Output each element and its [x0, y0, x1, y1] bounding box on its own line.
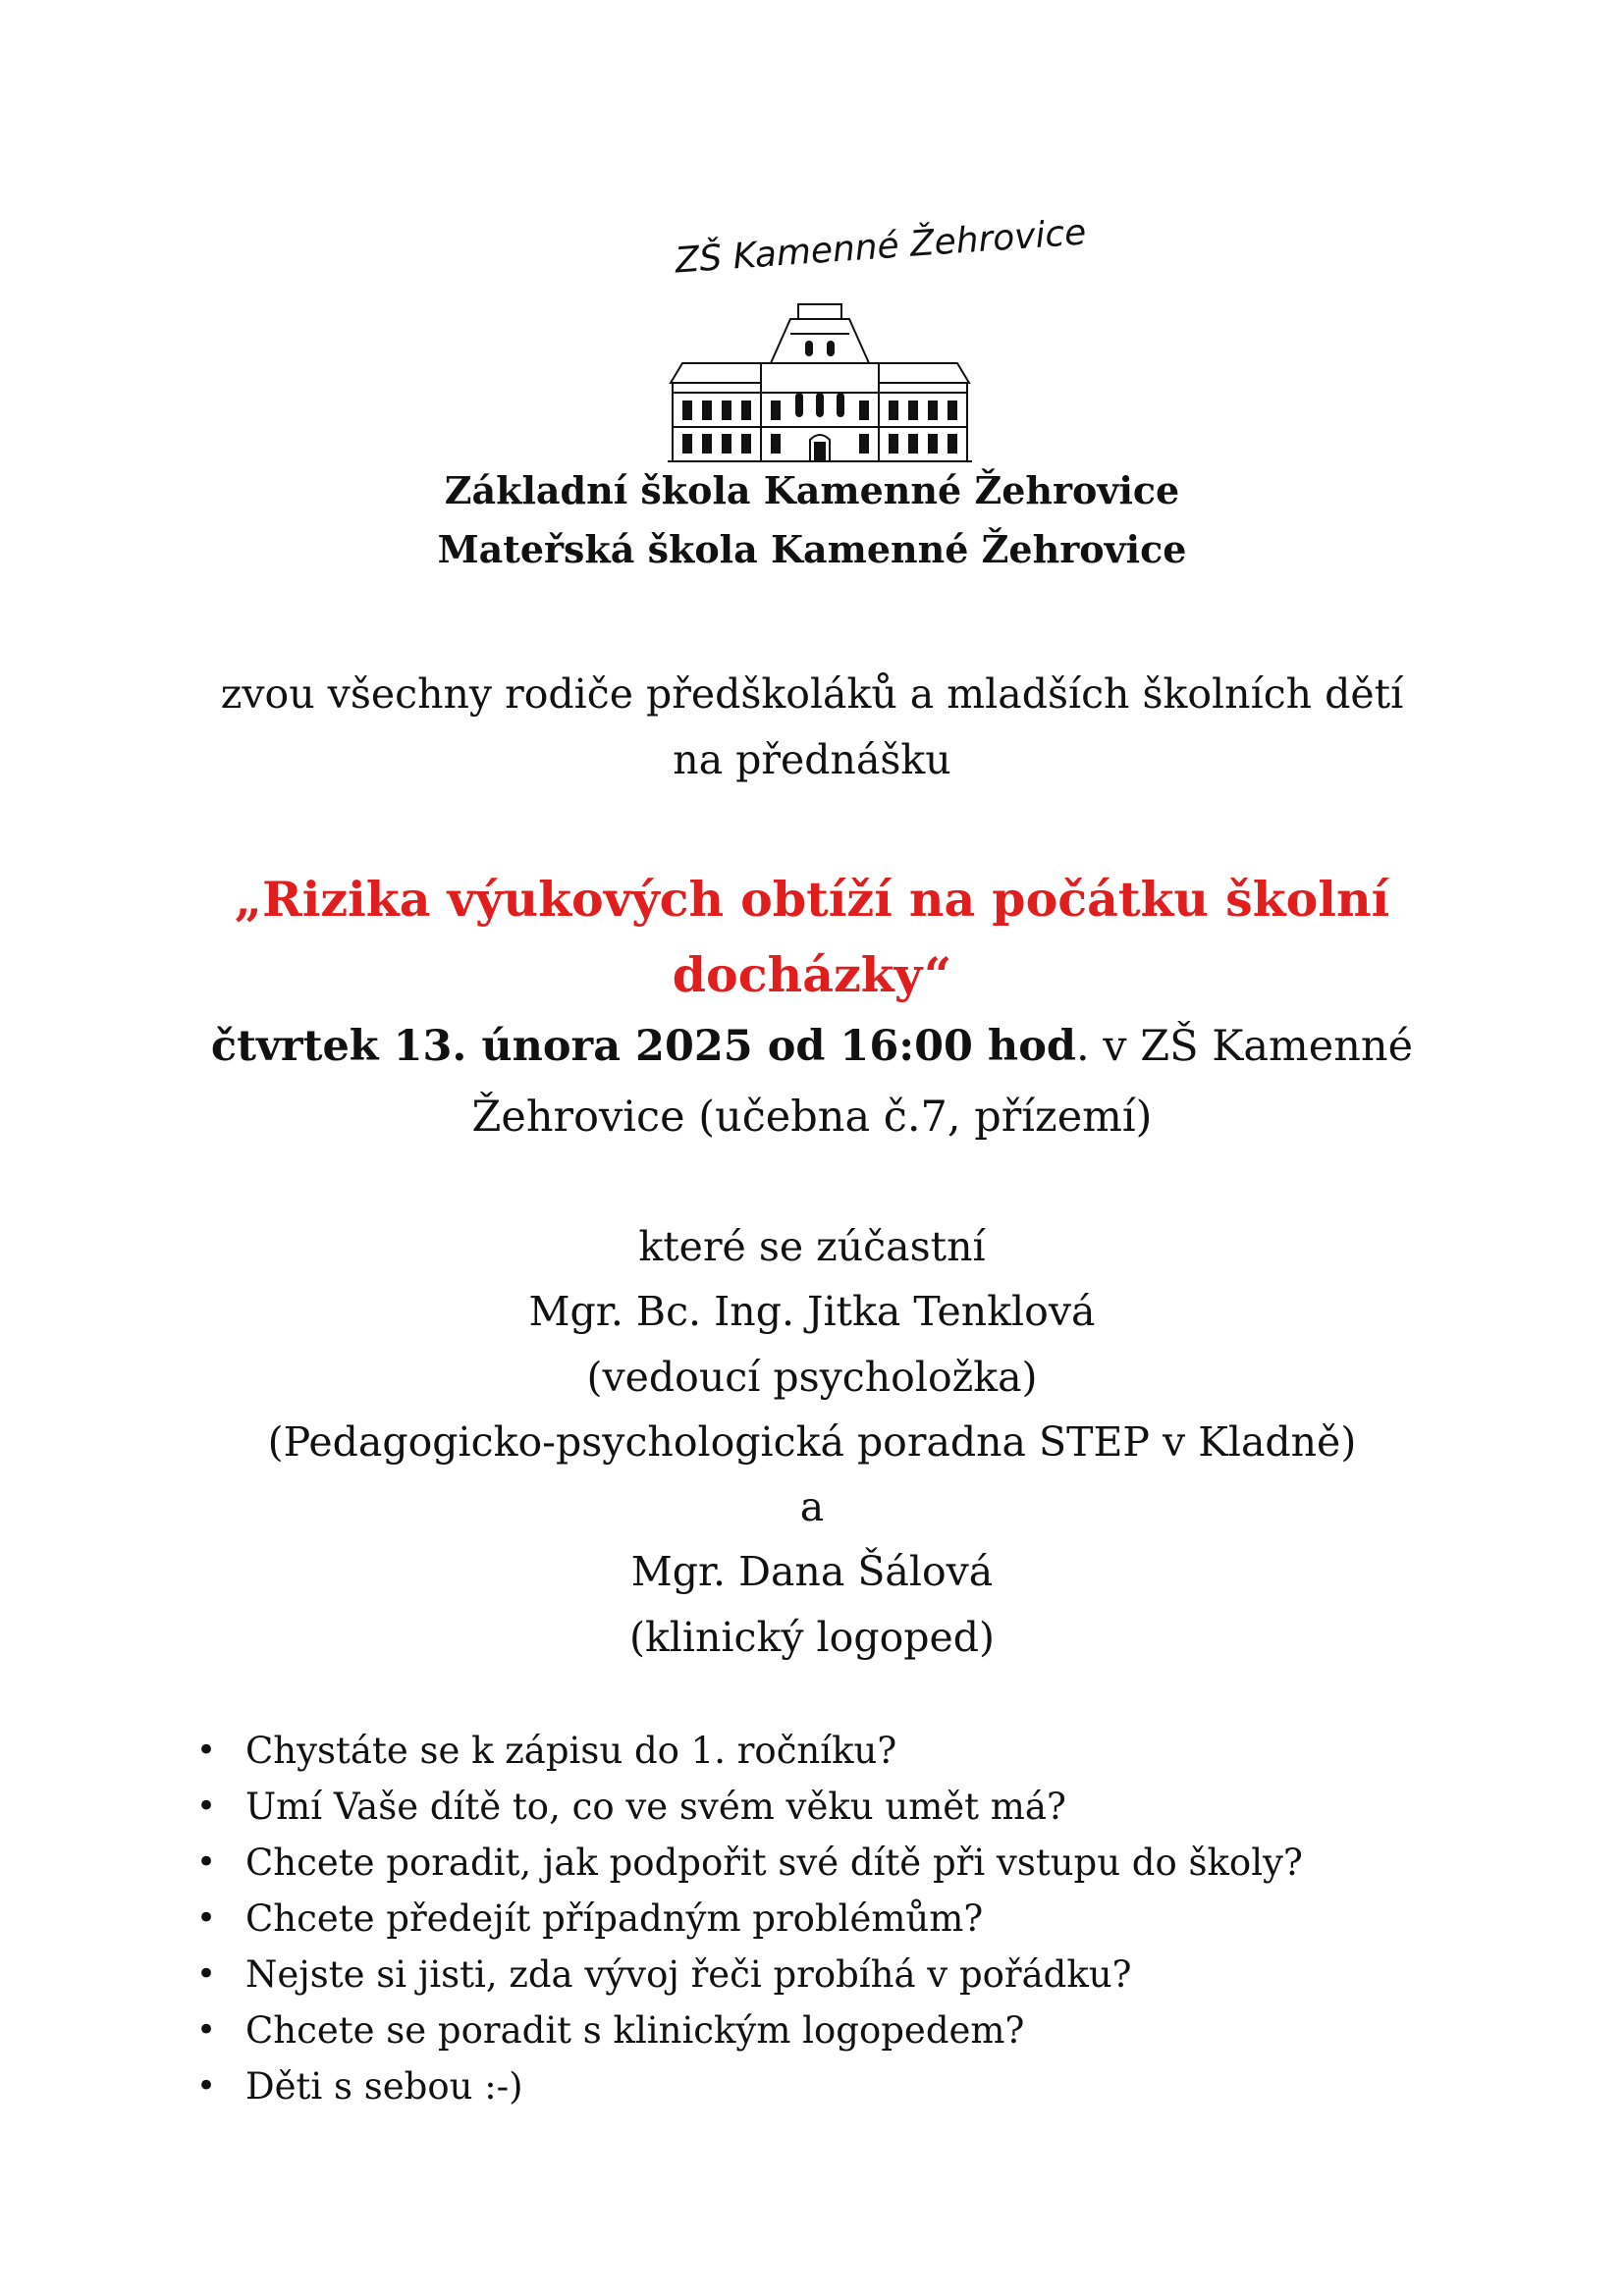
event-place-start: . v ZŠ Kamenné — [1075, 1022, 1414, 1071]
school-building-icon — [663, 294, 977, 471]
lecture-title-line-2: docházky“ — [672, 946, 952, 1003]
logo-caption — [663, 201, 1088, 290]
list-item: • Nejste si jisti, zda vývoj řeči probíhá v pořádku? — [196, 1947, 1303, 2002]
logo-caption-art — [663, 201, 1088, 290]
speakers-conjunction: a — [799, 1483, 825, 1530]
list-item: • Děti s sebou :-) — [196, 2058, 1303, 2114]
event-date: čtvrtek 13. února 2025 od 16:00 hod — [210, 1022, 1076, 1071]
list-item: • Chystáte se k zápisu do 1. ročníku? — [196, 1723, 1303, 1779]
speaker-1-role: (vedoucí psycholožka) — [586, 1354, 1038, 1401]
list-item: • Chcete předejít případným problémům? — [196, 1891, 1303, 1947]
event-place-line: Žehrovice (učebna č.7, přízemí) — [471, 1093, 1153, 1142]
speaker-1-name: Mgr. Bc. Ing. Jitka Tenklová — [528, 1288, 1096, 1335]
speaker-1-organization: (Pedagogicko-psychologická poradna STEP v Kladně) — [267, 1418, 1357, 1466]
speakers-intro: které se zúčastní — [638, 1223, 986, 1270]
speaker-2-name: Mgr. Dana Šálová — [630, 1548, 994, 1595]
event-datetime-line — [0, 1011, 1624, 1082]
list-item: • Umí Vaše dítě to, co ve svém věku umět má? — [196, 1779, 1303, 1835]
questions-list — [196, 1723, 1303, 2114]
school-name-primary: Základní škola Kamenné Žehrovice — [444, 468, 1180, 512]
school-logo — [643, 201, 1088, 476]
invitation-line-2: na přednášku — [673, 736, 951, 783]
list-item: • Chcete poradit, jak podpořit své dítě při vstupu do školy? — [196, 1835, 1303, 1891]
lecture-title-line-1: „Rizika výukových obtíží na počátku školní — [234, 871, 1390, 928]
invitation-line-1: zvou všechny rodiče předškoláků a mladších školních dětí — [220, 670, 1404, 718]
speaker-2-role: (klinický logoped) — [628, 1614, 996, 1661]
list-item: • Chcete se poradit s klinickým logopedem? — [196, 2002, 1303, 2058]
logo-caption-text: ZŠ Kamenné Žehrovice — [674, 212, 1088, 282]
school-name-kindergarten: Mateřská škola Kamenné Žehrovice — [437, 527, 1187, 571]
